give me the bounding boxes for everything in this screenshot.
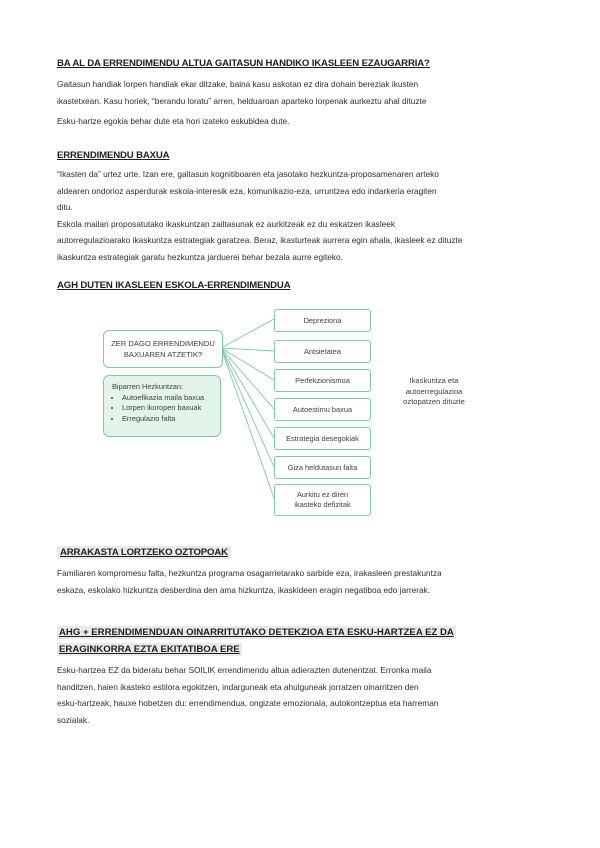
factor-box-inadequate-strategies: Estrategia desegokiak [274,427,371,450]
paragraph-intervention [57,662,527,728]
text-line: Familiaren kompromesu falta, hezkuntza programa osagarrietarako sarbide eza, irakasleen prestakuntza [57,568,442,578]
section-heading-agh-performance: AGH DUTEN IKASLEEN ESKOLA-ERRENDIMENDUA [57,280,291,291]
section-heading-low-performance: ERRENDIMENDU BAXUA [57,150,170,161]
low-performance-diagram [93,300,513,520]
factor-box-depression: Depreziona [274,309,371,332]
text-line: sozialak. [57,714,90,725]
factor-box-social-maturity: Giza heldutasun falta [274,456,371,479]
side-note-line: autoerregulazioa [405,386,463,396]
section-heading-detection [57,624,517,658]
text-line: autorregulazioarako ikaskuntza estrategiak garatzea. Beraz, ikasturteak aurrera egin ahala, ikasleek ez dituzte [57,235,463,245]
text-line: Esku-hartzea EZ da bideratu behar SOILIK errendimendu altua adierazten dutenentzat. Erronka maila [57,665,432,675]
section-heading-obstacles: ARRAKASTA LORTZEKO OZTOPOAK [57,546,231,559]
text-line: esku-hartzeak, hauxe hobetzen du: errendimendua, ongizate emozionala, autokontzeptua eta harreman [57,698,439,708]
text-line: ditu. [57,202,73,212]
paragraph-intervention-right: Esku-hartze egokia behar dute eta hori izateko eskubidea dute. [57,116,290,126]
paragraph-high-ability [57,76,527,109]
heading-line: AHG + ERRENDIMENDUAN OINARRITUTAKO DETEKZIOA ETA ESKU-HARTZEA EZ DA [59,627,454,638]
education-factors-box [103,375,221,437]
heading-line: ERAGINKORRA EZTA EKITATIBOA ERE [59,644,240,655]
text-line: eskaza, eskolako hizkuntza desberdina den ama hizkuntza, ikaskideen eragin negatiboa edo jarrerak. [57,584,431,595]
education-factor-item: • Erregulazio falta [122,414,212,425]
factor-box-perfectionism: Perfekzionismoa [274,369,371,392]
question-line: BAXUAREN ATZETIK? [123,350,203,359]
section-heading-high-performance: BA AL DA ERRENDIMENDU ALTUA GAITASUN HANDIKO IKASLEEN EZAUGARRIA? [57,58,430,69]
education-factor-item: • Autoefikazia maila baxua [122,393,212,404]
text-line: ikastetxean. Kasu horiek, “berandu loratu” arren, helduaroan aparteko lorpenak aurkeztu ahal dituzte [57,95,427,106]
text-line: Eskola mailan proposatutako ikaskuntzan zailtasunak ez aurkitzeak ez du eskatzen ikasleek [57,218,396,229]
factor-box-line: ikasteko defizitak [294,500,351,509]
question-line: ZER DAGO ERRENDIMENDU [111,339,215,348]
text-line: aldearen ondorioz asperdurak eskola-interesik eza, komunikazio-eza, urruntzea edo indarkeria eragiten [57,185,437,196]
education-factors-title: Biparren Hezkuntzan: [112,382,184,391]
text-line: ikaskuntza estrategiak garatu hezkuntza jarduerei behar bezala aurre egiteko. [57,251,343,262]
text-line: “Ikasten da” urtez urte. Izan ere, gaitasun kognitiboaren eta jasotako hezkuntza-proposamenaren arteko [57,169,439,179]
factor-box-low-self-esteem: Autoestimu baxua [274,398,371,421]
text-line: handitzen, haien ikasteko estilora egokitzen, indarguneak eta ahulguneak jorratzen oinarritzen den [57,681,419,692]
factor-box-anxiety: Antsietatea [274,340,371,363]
paragraph-obstacles [57,565,527,598]
diagram-side-note [398,376,470,408]
factor-box-line: Aurkitu ez diren [296,490,349,499]
side-note-line: oztopatzen dituzte [403,397,465,406]
paragraph-learned-yearly [57,166,527,265]
education-factor-item: • Lorpen ikoropen baxuak [122,403,212,414]
factor-box-learning-deficits [274,484,371,516]
question-box [103,330,223,368]
side-note-line: Ikaskuntza eta [409,376,459,385]
text-line: Gaitasun handiak lorpen handiak ekar ditzake, baina kasu askotan ez dira dohain bereziak ikusten [57,79,419,89]
